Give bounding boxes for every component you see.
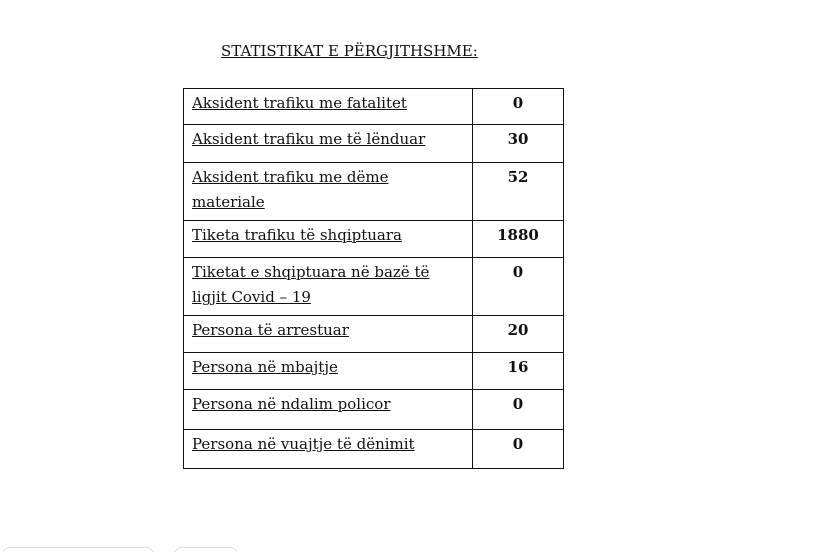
table-row: [184, 125, 564, 163]
row-value: 20: [473, 316, 564, 353]
row-value: 0: [473, 390, 564, 430]
row-value: 1880: [473, 221, 564, 258]
row-label: Aksident trafiku me të lënduar: [184, 125, 473, 163]
row-value: 0: [473, 89, 564, 125]
table-row: [184, 221, 564, 258]
table-row: [184, 430, 564, 469]
table-row: [184, 316, 564, 353]
row-value: 30: [473, 125, 564, 163]
table-row: [184, 390, 564, 430]
row-label: Persona në mbajtje: [184, 353, 473, 390]
row-value: 0: [473, 430, 564, 469]
table-row: [184, 353, 564, 390]
bottom-tab-right[interactable]: [174, 547, 238, 552]
row-label: Persona të arrestuar: [184, 316, 473, 353]
row-label: Persona në ndalim policor: [184, 390, 473, 430]
row-label: Aksident trafiku me fatalitet: [184, 89, 473, 125]
statistics-table: [183, 88, 564, 469]
table-row: [184, 89, 564, 125]
row-label: Tiketat e shqiptuara në bazë të ligjit Covid – 19: [184, 258, 473, 316]
table-row: [184, 258, 564, 316]
row-value: 16: [473, 353, 564, 390]
bottom-tab-left[interactable]: [2, 547, 154, 552]
row-value: 52: [473, 163, 564, 221]
row-label: Tiketa trafiku të shqiptuara: [184, 221, 473, 258]
page-title: STATISTIKAT E PËRGJITHSHME:: [221, 42, 478, 60]
row-label: Persona në vuajtje të dënimit: [184, 430, 473, 469]
table-row: [184, 163, 564, 221]
row-label: Aksident trafiku me dëme materiale: [184, 163, 473, 221]
row-value: 0: [473, 258, 564, 316]
